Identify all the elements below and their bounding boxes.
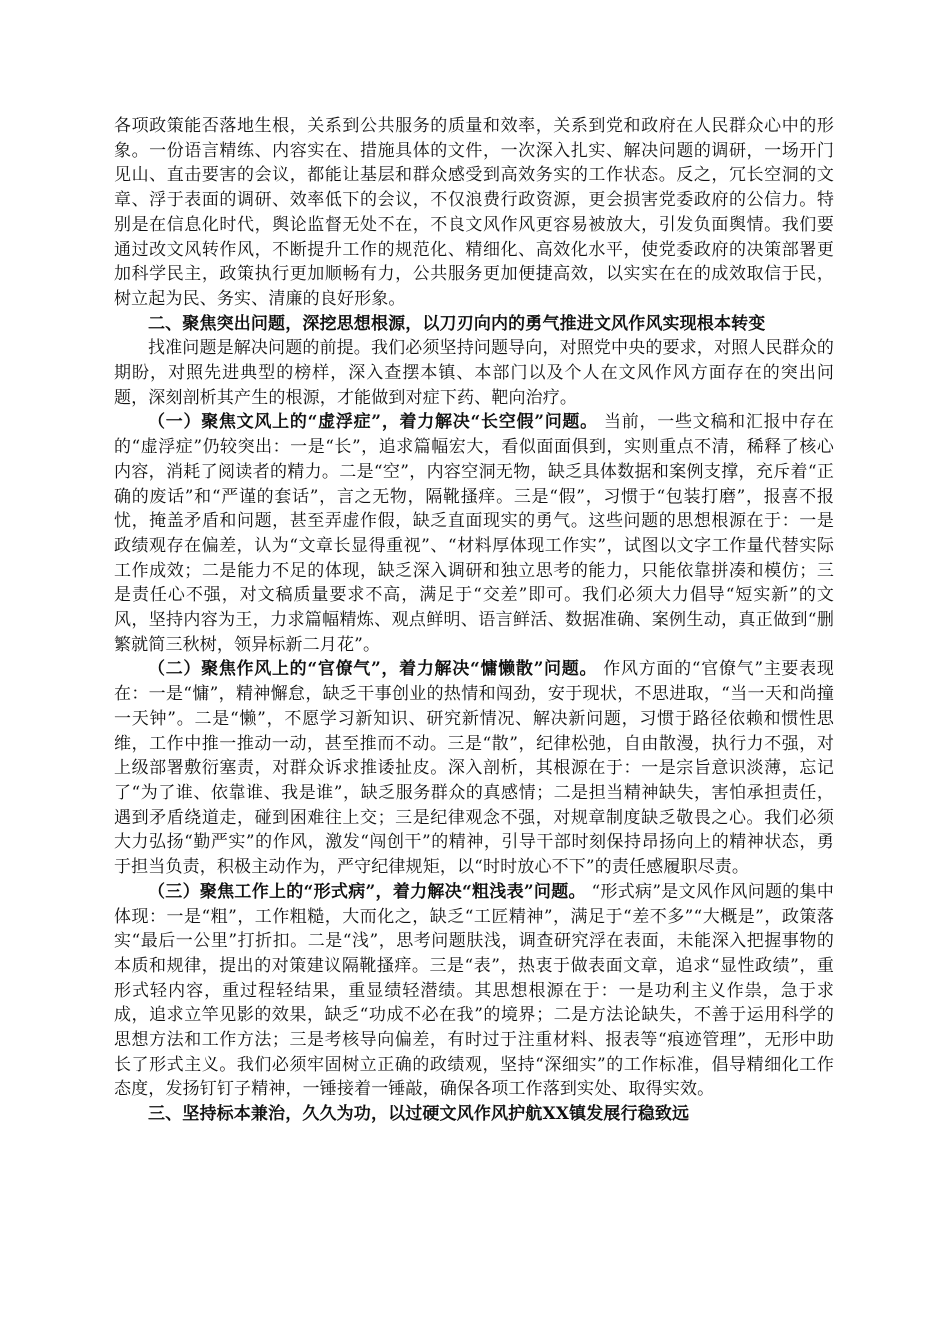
subsection-lead-1: （一）聚焦文风上的“虚浮症”，着力解决“长空假”问题。 [148,412,598,433]
body-paragraph-2: 找准问题是解决问题的前提。我们必须坚持问题导向，对照党中央的要求，对照人民群众的期盼，对照先进典型的榜样，深入查摆本镇、本部门以及个人在文风作风方面存在的突出问题，深刻剖析其产生的根源，才能做到对症下药、靶向治疗。 [114,338,834,408]
subsection-lead-3: （三）聚焦工作上的“形式病”，着力解决“粗浅表”问题。 [148,881,586,902]
subsection-paragraph-1 [114,410,834,657]
subsection-text-1: 当前，一些文稿和汇报中存在的“虚浮症”仍较突出：一是“长”，追求篇幅宏大，看似面面俱到，实则重点不清，稀释了核心内容，消耗了阅读者的精力。二是“空”，内容空洞无物，缺乏具体数据和案例支撑，充斥着“正确的废话”和“严谨的套话”，言之无物，隔靴搔痒。三是“假”，习惯于“包装打磨”，报喜不报忧，掩盖矛盾和问题，甚至弄虚作假，缺乏直面现实的勇气。这些问题的思想根源在于：一是政绩观存在偏差，认为“文章长显得重视”、“材料厚体现工作实”，试图以文字工作量代替实际工作成效；二是能力不足的体现，缺乏深入调研和独立思考的能力，只能依靠拼凑和模仿；三是责任心不强，对文稿质量要求不高，满足于“交差”即可。我们必须大力倡导“短实新”的文风，坚持内容为王，力求篇幅精炼、观点鲜明、语言鲜活、数据准确、案例生动，真正做到“删繁就简三秋树，领异标新二月花”。 [114,412,834,655]
subsection-text-3: “形式病”是文风作风问题的集中体现：一是“粗”，工作粗糙，大而化之，缺乏“工匠精神”，满足于“差不多”“大概是”，政策落实“最后一公里”打折扣。二是“浅”，思考问题肤浅，调查研究浮在表面，未能深入把握事物的本质和规律，提出的对策建议隔靴搔痒。三是“表”，热衷于做表面文章，追求“显性政绩”，重形式轻内容，重过程轻结果，重显绩轻潜绩。其思想根源在于：一是功利主义作祟，急于求成，追求立竿见影的效果，缺乏“功成不必在我”的境界；二是方法论缺失，不善于运用科学的思想方法和工作方法；三是考核导向偏差，有时过于注重材料、报表等“痕迹管理”，无形中助长了形式主义。我们必须牢固树立正确的政绩观，坚持“深细实”的工作标准，倡导精细化工作态度，发扬钉钉子精神，一锤接着一锤敲，确保各项工作落到实处、取得实效。 [114,881,834,1100]
subsection-lead-2: （二）聚焦作风上的“官僚气”，着力解决“慵懒散”问题。 [148,659,598,680]
subsection-paragraph-3 [114,880,834,1102]
document-page [114,114,834,1127]
section-heading-3: 三、坚持标本兼治，久久为功，以过硬文风作风护航XX镇发展行稳致远 [148,1104,690,1125]
subsection-text-2: 作风方面的“官僚气”主要表现在：一是“慵”，精神懈怠，缺乏干事创业的热情和闯劲，安于现状，不思进取，“当一天和尚撞一天钟”。二是“懒”，不愿学习新知识、研究新情况、解决新问题，习惯于路径依赖和惯性思维，工作中推一推动一动，甚至推而不动。三是“散”，纪律松弛，自由散漫，执行力不强，对上级部署敷衍塞责，对群众诉求推诿扯皮。深入剖析，其根源在于：一是宗旨意识淡薄，忘记了“为了谁、依靠谁、我是谁”，缺乏服务群众的真感情；二是担当精神缺失，害怕承担责任，遇到矛盾绕道走，碰到困难往上交；三是纪律观念不强，对规章制度缺乏敬畏之心。我们必须大力弘扬“勤严实”的作风，激发“闯创干”的精神，引导干部时刻保持昂扬向上的精神状态，勇于担当负责，积极主动作为，严守纪律规矩，以“时时放心不下”的责任感履职尽责。 [114,659,834,878]
body-paragraph-1: 各项政策能否落地生根，关系到公共服务的质量和效率，关系到党和政府在人民群众心中的形象。一份语言精练、内容实在、措施具体的文件，一次深入扎实、解决问题的调研，一场开门见山、直击要害的会议，都能让基层和群众感受到高效务实的工作状态。反之，冗长空洞的文章、浮于表面的调研、效率低下的会议，不仅浪费行政资源，更会损害党委政府的公信力。特别是在信息化时代，舆论监督无处不在，不良文风作风更容易被放大，引发负面舆情。我们要通过改文风转作风，不断提升工作的规范化、精细化、高效化水平，使党委政府的决策部署更加科学民主，政策执行更加顺畅有力，公共服务更加便捷高效，以实实在在的成效取信于民，树立起为民、务实、清廉的良好形象。 [114,116,834,309]
subsection-paragraph-2 [114,657,834,879]
section-heading-2: 二、聚焦突出问题，深挖思想根源，以刀刃向内的勇气推进文风作风实现根本转变 [148,313,766,334]
